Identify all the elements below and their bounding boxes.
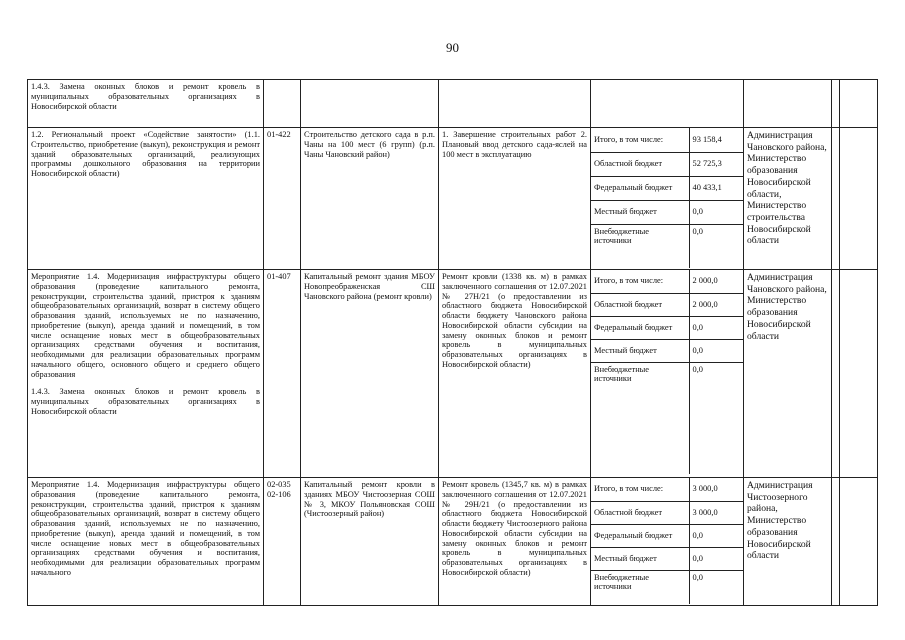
activity-sub-name: 1.4.3. Замена оконных блоков и ремонт кровель в муниципальных образовательных организациях в Новосибирской области [31,387,260,416]
activity-name: Мероприятие 1.4. Модернизация инфраструктуры общего образования (проведение капитального ремонта, реконструкции, строительства зданий, пристроя к зданиям общеобразовательных организаций, возврат в систему общего образования зданий, используемых не по назначению, приобретение (выкуп), аренда зданий и помещений, в том числе оснащение новых мест в общеобразовательных организациях средствами обучения и воспитания, необходимыми для реализации образовательных программ начального общего, основного общего и среднего общего образования [31,272,260,379]
empty-cell [840,478,878,606]
table-row [28,128,878,270]
empty-cell [832,270,840,478]
finance-table [591,270,744,474]
finance-row [591,501,744,524]
empty-cell [832,80,840,128]
finance-row [591,547,744,570]
finance-amount: 0,0 [689,224,744,268]
finance-amount: 3 000,0 [689,478,744,501]
activity-name-cell: 1.2. Региональный проект «Содействие занятости» (1.1. Строительство, приобретение (выкуп), реконструкция и ремонт зданий образовательных организаций, реализующих программы дошкольного образования на территории Новосибирской области) [28,128,264,270]
finance-amount: 0,0 [689,570,744,604]
finance-source: Федеральный бюджет [591,524,689,547]
empty-cell [840,270,878,478]
finance-source: Итого, в том числе: [591,270,689,293]
table-row [28,478,878,606]
finance-source: Местный бюджет [591,547,689,570]
finance-source: Внебюджетные источники [594,226,650,246]
finance-amount: 2 000,0 [689,270,744,293]
finance-row [591,176,744,200]
spacer [31,379,260,387]
finance-table [591,128,744,268]
finance-row [591,478,744,501]
empty-cell [832,128,840,270]
finance-source: Итого, в том числе: [591,128,689,152]
object-cell [301,80,439,128]
finance-cell [591,80,744,128]
finance-row [591,362,744,474]
result-cell: 1. Завершение строительных работ 2. Плановый ввод детского сада-яслей на 100 мест в эксплуатацию [439,128,591,270]
finance-source: Областной бюджет [591,501,689,524]
executor-cell: Администрация Чановского района, Министерство образования Новосибирской области, Министерство строительства Новосибирской области [744,128,832,270]
finance-amount: 0,0 [689,524,744,547]
finance-row [591,293,744,316]
finance-amount: 0,0 [689,362,744,474]
finance-row [591,524,744,547]
empty-cell [840,128,878,270]
finance-row [591,316,744,339]
finance-amount: 93 158,4 [689,128,744,152]
code-cell [264,80,301,128]
code-cell: 01-407 [264,270,301,478]
finance-row [591,128,744,152]
finance-source: Федеральный бюджет [591,176,689,200]
finance-source: Областной бюджет [591,293,689,316]
finance-amount: 0,0 [689,200,744,224]
finance-source: Местный бюджет [591,200,689,224]
finance-cell [591,128,744,270]
result-cell: Ремонт кровли (1338 кв. м) в рамках заключенного соглашения от 12.07.2021 № 27Н/21 (о предоставлении из областного бюджета Новосибирской области бюджету Чановского района Новосибирской области субсидии на замену оконных блоков и ремонт кровель в муниципальных образовательных организациях в Новосибирской области) [439,270,591,478]
finance-amount: 2 000,0 [689,293,744,316]
finance-amount: 40 433,1 [689,176,744,200]
finance-amount: 0,0 [689,316,744,339]
finance-source: Местный бюджет [591,339,689,362]
executor-cell: Администрация Чистоозерного района, Министерство образования Новосибирской области [744,478,832,606]
finance-cell [591,478,744,606]
result-cell [439,80,591,128]
finance-source: Областной бюджет [591,152,689,176]
table-row [28,80,878,128]
program-activities-table [27,79,878,606]
object-cell: Капитальный ремонт здания МБОУ Новопреображенская СШ Чановского района (ремонт кровли) [301,270,439,478]
empty-cell [840,80,878,128]
finance-row [591,339,744,362]
object-cell: Строительство детского сада в р.п. Чаны на 100 мест (6 групп) (р.п. Чаны Чановский район) [301,128,439,270]
finance-amount: 3 000,0 [689,501,744,524]
finance-row [591,270,744,293]
executor-cell [744,80,832,128]
finance-amount: 0,0 [689,547,744,570]
finance-row [591,200,744,224]
activity-name-cell: Мероприятие 1.4. Модернизация инфраструктуры общего образования (проведение капитального ремонта, реконструкции, строительства зданий, пристроя к зданиям общеобразовательных организаций, возврат в систему общего образования зданий, используемых не по назначению, приобретение (выкуп), аренда зданий и помещений, в том числе оснащение новых мест в общеобразовательных организациях средствами обучения и воспитания, необходимыми для реализации образовательных программ начального [28,478,264,606]
executor-cell: Администрация Чановского района, Министерство образования Новосибирской области [744,270,832,478]
finance-amount: 52 725,3 [689,152,744,176]
finance-source: Итого, в том числе: [591,478,689,501]
finance-source: Внебюджетные источники [594,572,650,592]
page-number: 90 [446,40,459,55]
activity-name-cell [28,270,264,478]
empty-cell [832,478,840,606]
code-cell: 02-035 02-106 [264,478,301,606]
finance-amount: 0,0 [689,339,744,362]
finance-row [591,570,744,604]
finance-source: Внебюджетные источники [594,364,650,384]
finance-row [591,224,744,268]
object-cell: Капитальный ремонт кровли в зданиях МБОУ Чистоозерная СОШ № 3, МКОУ Польяновская СОШ (Чистоозерный район) [301,478,439,606]
code-cell: 01-422 [264,128,301,270]
finance-cell [591,270,744,478]
finance-table [591,478,744,604]
table-row [28,270,878,478]
activity-name-cell: 1.4.3. Замена оконных блоков и ремонт кровель в муниципальных образовательных организациях в Новосибирской области [28,80,264,128]
finance-source: Федеральный бюджет [591,316,689,339]
result-cell: Ремонт кровель (1345,7 кв. м) в рамках заключенного соглашения от 12.07.2021 № 29Н/21 (о предоставлении из областного бюджета Новосибирской области бюджету Чистоозерного района Новосибирской области субсидии на замену оконных блоков и ремонт кровель в муниципальных образовательных организациях в Новосибирской области) [439,478,591,606]
finance-row [591,152,744,176]
